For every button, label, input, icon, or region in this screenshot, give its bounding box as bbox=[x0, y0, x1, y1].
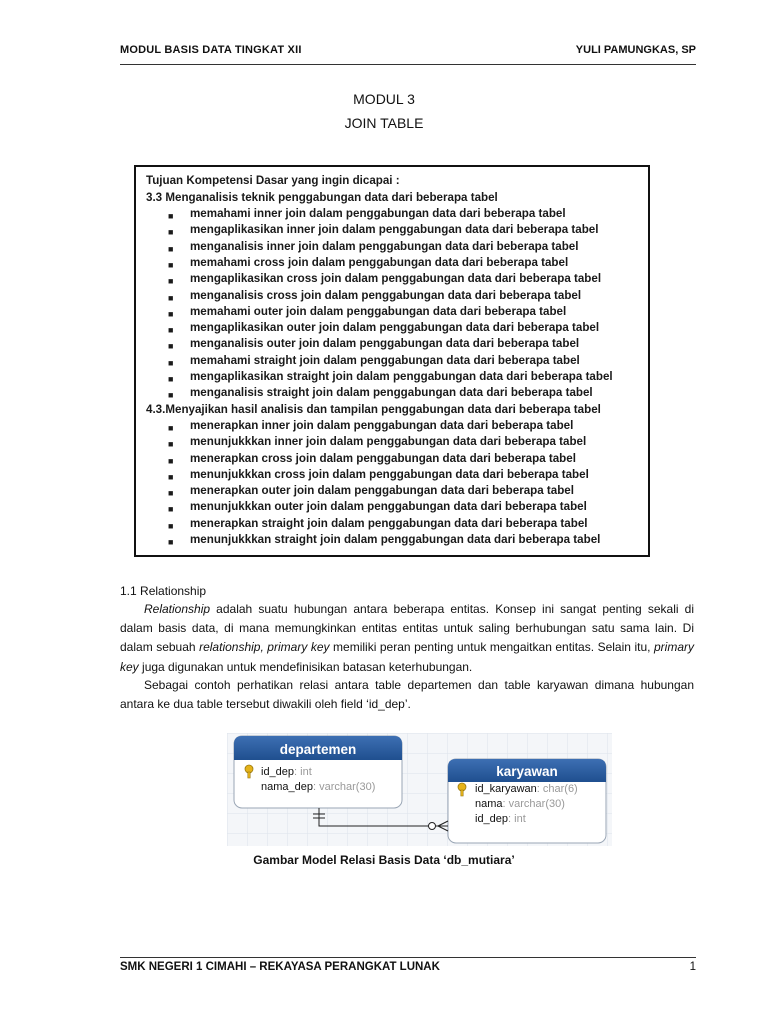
competency-item: mengaplikasikan cross join dalam penggabungan data dari beberapa tabel bbox=[190, 272, 602, 286]
bullet-icon: ■ bbox=[168, 341, 174, 352]
bullet-icon: ■ bbox=[168, 374, 174, 384]
page-number: 1 bbox=[689, 961, 696, 973]
bullet-icon: ■ bbox=[168, 211, 174, 221]
competency-item: mengaplikasikan straight join dalam penggabungan data dari beberapa tabel bbox=[190, 370, 613, 383]
bullet-icon: ■ bbox=[168, 471, 174, 482]
bullet-icon: ■ bbox=[168, 537, 174, 547]
kd-4-3: 4.3.Menyajikan hasil analisis dan tampilan penggabungan data dari beberapa tabel bbox=[146, 402, 601, 416]
header-divider bbox=[120, 64, 696, 65]
field-nama-dep-type: : varchar(30) bbox=[313, 781, 376, 793]
paragraph-text: memiliki peran penting untuk mengaitkan entitas. Selain itu, bbox=[329, 640, 654, 655]
competency-item: memahami cross join dalam penggabungan data dari beberapa tabel bbox=[190, 255, 569, 269]
erd-diagram bbox=[227, 733, 612, 846]
kd-3-3: 3.3 Menganalisis teknik penggabungan data dari beberapa tabel bbox=[146, 191, 498, 204]
competency-item: memahami inner join dalam penggabungan data dari beberapa tabel bbox=[190, 207, 566, 220]
svg-text:nama: varchar(30) bbox=[475, 798, 565, 810]
bullet-icon: ■ bbox=[168, 325, 174, 336]
bullet-icon: ■ bbox=[168, 390, 174, 401]
field-id-karyawan: id_karyawan bbox=[475, 783, 537, 795]
competency-item: menerapkan inner join dalam penggabungan data dari beberapa tabel bbox=[190, 418, 574, 432]
svg-text:id_karyawan: char(6) bbox=[475, 783, 578, 795]
competency-item: memahami outer join dalam penggabungan data dari beberapa tabel bbox=[190, 304, 567, 318]
competency-item: menunjukkkan straight join dalam penggabungan data dari beberapa tabel bbox=[190, 533, 601, 546]
competency-heading: Tujuan Kompetensi Dasar yang ingin dicapai : bbox=[146, 174, 400, 187]
italic-term: primary key bbox=[120, 640, 694, 674]
entity-karyawan bbox=[448, 759, 606, 843]
bullet-icon: ■ bbox=[168, 259, 174, 270]
competency-item: menerapkan outer join dalam penggabungan data dari beberapa tabel bbox=[190, 484, 574, 498]
module-title: JOIN TABLE bbox=[344, 115, 424, 131]
svg-text:id_dep: int bbox=[475, 813, 526, 825]
competency-item: menerapkan straight join dalam penggabungan data dari beberapa tabel bbox=[190, 516, 588, 530]
section-title: Relationship bbox=[140, 584, 207, 598]
competency-item: mengaplikasikan inner join dalam penggabungan data dari beberapa tabel bbox=[190, 223, 599, 237]
competency-box bbox=[134, 165, 650, 557]
italic-term: Relationship bbox=[144, 602, 211, 616]
page-footer bbox=[120, 961, 696, 973]
competency-item: menunjukkkan cross join dalam penggabungan data dari beberapa tabel bbox=[190, 467, 589, 481]
field-id-dep-fk-type: : int bbox=[508, 813, 526, 825]
section-heading bbox=[120, 584, 206, 598]
bullet-icon: ■ bbox=[168, 308, 174, 319]
paragraph-relationship bbox=[120, 600, 694, 677]
bullet-icon: ■ bbox=[168, 292, 174, 303]
paragraph-example: Sebagai contoh perhatikan relasi antara table departemen dan table karyawan dimana hubungan antara ke dua table tersebut diwakili oleh field ‘id_dep’. bbox=[120, 678, 694, 712]
paragraph-text: adalah suatu hubungan antara beberapa entitas. Konsep ini sangat penting sekali di dalam basis data, di mana memungkinkan entitas entitas untuk saling berhubungan satu sama lain. Di dalam sebuah bbox=[120, 602, 694, 655]
competency-item: menunjukkkan inner join dalam penggabungan data dari beberapa tabel bbox=[190, 435, 587, 449]
field-id-dep: id_dep bbox=[261, 766, 295, 778]
field-id-dep-type: : int bbox=[294, 766, 312, 778]
bullet-icon: ■ bbox=[168, 276, 174, 287]
footer-school: SMK NEGERI 1 CIMAHI – REKAYASA PERANGKAT LUNAK bbox=[120, 961, 440, 973]
figure-caption: Gambar Model Relasi Basis Data ‘db_mutiara’ bbox=[253, 853, 515, 867]
bullet-icon: ■ bbox=[168, 227, 174, 238]
entity-karyawan-title: karyawan bbox=[496, 764, 558, 779]
svg-text:nama_dep: varchar(30) bbox=[261, 781, 375, 793]
competency-item: menunjukkkan outer join dalam penggabungan data dari beberapa tabel bbox=[190, 500, 587, 514]
field-id-karyawan-type: : char(6) bbox=[536, 783, 578, 795]
field-nama-type: : varchar(30) bbox=[502, 798, 565, 810]
field-nama: nama bbox=[475, 798, 503, 810]
section-number: 1.1 bbox=[120, 584, 137, 598]
competency-item: menganalisis cross join dalam penggabungan data dari beberapa tabel bbox=[190, 288, 582, 302]
competency-item: memahami straight join dalam penggabungan data dari beberapa tabel bbox=[190, 353, 580, 367]
bullet-icon: ■ bbox=[168, 439, 174, 450]
entity-departemen bbox=[234, 736, 402, 808]
paragraph-text: juga digunakan untuk mendefinisikan batasan keterhubungan. bbox=[138, 659, 473, 674]
bullet-icon: ■ bbox=[168, 243, 174, 254]
bullet-icon: ■ bbox=[168, 455, 174, 466]
competency-item: mengaplikasikan outer join dalam penggabungan data dari beberapa tabel bbox=[190, 321, 600, 335]
entity-departemen-title: departemen bbox=[279, 742, 357, 757]
bullet-icon: ■ bbox=[168, 357, 174, 368]
bullet-icon: ■ bbox=[168, 520, 174, 531]
competency-item: menganalisis outer join dalam penggabungan data dari beberapa tabel bbox=[190, 337, 580, 351]
italic-term: relationship, primary key bbox=[199, 640, 330, 655]
competency-item: menerapkan cross join dalam penggabungan data dari beberapa tabel bbox=[190, 451, 576, 465]
module-number: MODUL 3 bbox=[353, 91, 415, 107]
field-id-dep-fk: id_dep bbox=[475, 813, 509, 825]
bullet-icon: ■ bbox=[168, 488, 174, 499]
field-nama-dep: nama_dep bbox=[261, 781, 313, 793]
bullet-icon: ■ bbox=[168, 422, 174, 433]
svg-text:id_dep: int bbox=[261, 766, 312, 778]
header-module-title: MODUL BASIS DATA TINGKAT XII bbox=[120, 44, 302, 56]
bullet-icon: ■ bbox=[168, 504, 174, 515]
footer-divider bbox=[120, 957, 696, 958]
header-author: YULI PAMUNGKAS, SP bbox=[575, 44, 696, 56]
page-header bbox=[120, 44, 696, 64]
competency-item: menganalisis inner join dalam penggabungan data dari beberapa tabel bbox=[190, 239, 579, 253]
competency-item: menganalisis straight join dalam penggabungan data dari beberapa tabel bbox=[190, 386, 593, 400]
